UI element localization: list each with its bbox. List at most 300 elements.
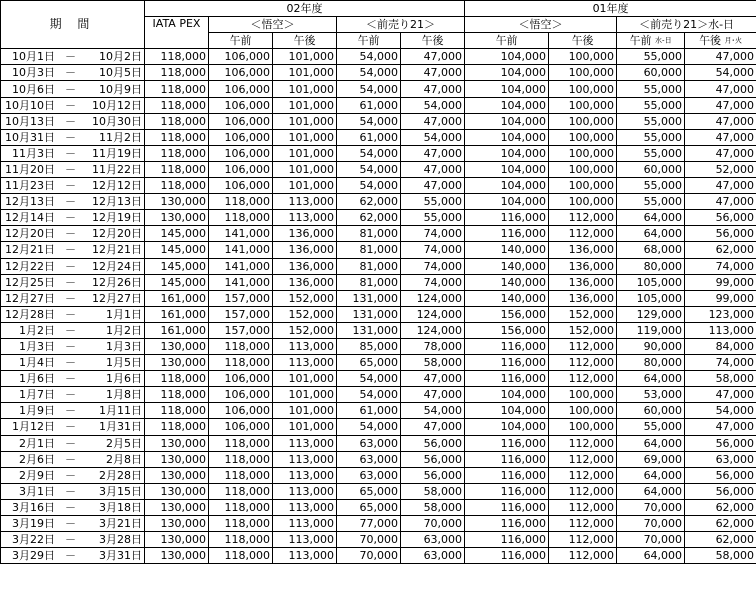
fare-cell: 60,000: [617, 161, 685, 177]
fare-cell: 100,000: [549, 65, 617, 81]
fare-cell: 100,000: [549, 97, 617, 113]
period-cell: [1, 371, 145, 387]
period-end: 3月21日: [99, 517, 142, 531]
period-end: 1月6日: [106, 372, 142, 386]
period-range: [1, 469, 144, 482]
fare-cell: 106,000: [209, 145, 273, 161]
period-end: 10月12日: [92, 98, 142, 112]
fare-cell: 106,000: [209, 81, 273, 97]
fare-cell: 106,000: [209, 403, 273, 419]
table-row: [1, 226, 756, 242]
period-dash: －: [65, 436, 76, 450]
fare-cell: 85,000: [337, 338, 401, 354]
period-start: 2月1日: [19, 436, 55, 450]
fare-cell: 47,000: [685, 194, 756, 210]
period-dash: －: [65, 211, 76, 225]
fare-cell: 56,000: [401, 467, 465, 483]
period-dash: －: [65, 195, 76, 209]
fare-cell: 65,000: [337, 499, 401, 515]
fare-cell: 113,000: [273, 516, 337, 532]
period-cell: [1, 258, 145, 274]
fare-cell: 56,000: [401, 451, 465, 467]
fare-cell: 47,000: [685, 97, 756, 113]
fare-cell: 116,000: [465, 451, 549, 467]
fare-cell: 58,000: [685, 371, 756, 387]
period-start: 2月6日: [19, 452, 55, 466]
fare-cell: 55,000: [617, 113, 685, 129]
period-start: 11月23日: [5, 179, 55, 193]
period-cell: [1, 355, 145, 371]
table-row: [1, 419, 756, 435]
fare-cell: 70,000: [617, 499, 685, 515]
period-dash: －: [65, 227, 76, 241]
period-range: [1, 372, 144, 385]
fare-cell: 130,000: [145, 532, 209, 548]
fare-cell: 118,000: [209, 338, 273, 354]
fare-cell: 118,000: [209, 499, 273, 515]
table-row: [1, 435, 756, 451]
fare-cell: 84,000: [685, 338, 756, 354]
fare-cell: 113,000: [273, 435, 337, 451]
period-dash: －: [65, 307, 76, 321]
year-01-header: 01年度: [465, 1, 756, 17]
fare-cell: 136,000: [549, 274, 617, 290]
fare-cell: 112,000: [549, 226, 617, 242]
table-row: [1, 516, 756, 532]
fare-cell: 136,000: [273, 258, 337, 274]
fare-cell: 47,000: [401, 145, 465, 161]
table-row: [1, 194, 756, 210]
period-end: 1月8日: [106, 388, 142, 402]
period-cell: [1, 290, 145, 306]
period-range: [1, 50, 144, 63]
fare-cell: 118,000: [145, 65, 209, 81]
fare-cell: 47,000: [401, 419, 465, 435]
fare-cell: 104,000: [465, 81, 549, 97]
period-range: [1, 324, 144, 337]
fare-cell: 63,000: [337, 451, 401, 467]
fare-cell: 123,000: [685, 306, 756, 322]
fare-cell: 54,000: [685, 65, 756, 81]
fare-cell: 106,000: [209, 49, 273, 65]
fare-cell: 101,000: [273, 129, 337, 145]
table-row: [1, 338, 756, 354]
period-start: 12月28日: [5, 307, 55, 321]
fare-cell: 81,000: [337, 226, 401, 242]
fare-cell: 104,000: [465, 49, 549, 65]
period-start: 3月1日: [19, 484, 55, 498]
fare-cell: 47,000: [401, 387, 465, 403]
period-dash: －: [65, 146, 76, 160]
fare-cell: 157,000: [209, 322, 273, 338]
period-start: 11月3日: [12, 146, 55, 160]
fare-cell: 70,000: [617, 532, 685, 548]
period-end: 12月27日: [92, 291, 142, 305]
fare-cell: 118,000: [145, 403, 209, 419]
fare-cell: 112,000: [549, 467, 617, 483]
fare-cell: 116,000: [465, 226, 549, 242]
period-start: 1月3日: [19, 340, 55, 354]
fare-cell: 118,000: [145, 161, 209, 177]
table-row: [1, 161, 756, 177]
fare-cell: 74,000: [401, 274, 465, 290]
period-start: 12月25日: [5, 275, 55, 289]
period-start: 12月20日: [5, 227, 55, 241]
period-end: 1月3日: [106, 340, 142, 354]
period-range: [1, 115, 144, 128]
fare-cell: 100,000: [549, 81, 617, 97]
fare-cell: 116,000: [465, 338, 549, 354]
fare-cell: 112,000: [549, 435, 617, 451]
fare-cell: 100,000: [549, 387, 617, 403]
table-row: [1, 403, 756, 419]
period-range: [1, 404, 144, 417]
pm-header: 午後: [401, 33, 465, 49]
fare-cell: 100,000: [549, 403, 617, 419]
fare-cell: 105,000: [617, 274, 685, 290]
fare-cell: 136,000: [549, 290, 617, 306]
fare-cell: 60,000: [617, 403, 685, 419]
fare-cell: 54,000: [337, 145, 401, 161]
fare-cell: 58,000: [401, 483, 465, 499]
period-header: 期 間: [1, 1, 145, 49]
table-row: [1, 499, 756, 515]
fare-cell: 100,000: [549, 161, 617, 177]
fare-cell: 118,000: [145, 387, 209, 403]
period-range: [1, 437, 144, 450]
table-row: [1, 97, 756, 113]
fare-cell: 101,000: [273, 387, 337, 403]
fare-cell: 118,000: [209, 483, 273, 499]
pm-label: 午後: [699, 33, 722, 47]
fare-cell: 112,000: [549, 451, 617, 467]
fare-cell: 54,000: [337, 178, 401, 194]
period-end: 11月2日: [99, 130, 142, 144]
fare-cell: 100,000: [549, 49, 617, 65]
period-range: [1, 276, 144, 289]
period-dash: －: [65, 98, 76, 112]
fare-cell: 141,000: [209, 242, 273, 258]
period-start: 1月7日: [19, 388, 55, 402]
fare-cell: 112,000: [549, 516, 617, 532]
fare-cell: 161,000: [145, 290, 209, 306]
pm-header: 午後: [549, 33, 617, 49]
fare-cell: 78,000: [401, 338, 465, 354]
fare-cell: 54,000: [337, 387, 401, 403]
period-cell: [1, 483, 145, 499]
table-row: [1, 65, 756, 81]
period-end: 2月28日: [99, 468, 142, 482]
period-cell: [1, 435, 145, 451]
fare-cell: 101,000: [273, 97, 337, 113]
fare-cell: 70,000: [401, 516, 465, 532]
fare-cell: 99,000: [685, 274, 756, 290]
fare-cell: 64,000: [617, 483, 685, 499]
fare-cell: 104,000: [465, 65, 549, 81]
fare-cell: 104,000: [465, 387, 549, 403]
pm-days-label: 月･火: [724, 36, 743, 45]
period-end: 2月5日: [106, 436, 142, 450]
fare-cell: 74,000: [401, 226, 465, 242]
period-cell: [1, 532, 145, 548]
fare-cell: 54,000: [401, 97, 465, 113]
table-row: [1, 371, 756, 387]
fare-cell: 112,000: [549, 548, 617, 564]
period-dash: －: [65, 82, 76, 96]
period-dash: －: [65, 388, 76, 402]
fare-cell: 112,000: [549, 355, 617, 371]
period-cell: [1, 548, 145, 564]
fare-cell: 58,000: [401, 499, 465, 515]
fare-cell: 113,000: [273, 467, 337, 483]
period-dash: －: [65, 130, 76, 144]
fare-cell: 53,000: [617, 387, 685, 403]
fare-cell: 118,000: [145, 113, 209, 129]
fare-cell: 55,000: [617, 178, 685, 194]
fare-cell: 56,000: [685, 226, 756, 242]
period-start: 3月29日: [12, 549, 55, 563]
period-end: 12月20日: [92, 227, 142, 241]
period-cell: [1, 226, 145, 242]
fare-cell: 55,000: [617, 145, 685, 161]
pm-weekday-header: [685, 33, 756, 49]
fare-cell: 80,000: [617, 355, 685, 371]
fare-cell: 140,000: [465, 290, 549, 306]
fare-cell: 116,000: [465, 435, 549, 451]
fare-cell: 62,000: [685, 242, 756, 258]
period-start: 1月2日: [19, 323, 55, 337]
fare-cell: 136,000: [273, 274, 337, 290]
fare-cell: 64,000: [617, 226, 685, 242]
fare-cell: 47,000: [401, 113, 465, 129]
fare-cell: 47,000: [685, 419, 756, 435]
fare-cell: 101,000: [273, 371, 337, 387]
period-dash: －: [65, 340, 76, 354]
period-range: [1, 292, 144, 305]
fare-cell: 113,000: [273, 532, 337, 548]
fare-cell: 58,000: [401, 355, 465, 371]
fare-cell: 70,000: [337, 548, 401, 564]
period-start: 10月10日: [5, 98, 55, 112]
period-dash: －: [65, 517, 76, 531]
fare-cell: 116,000: [465, 210, 549, 226]
fare-cell: 116,000: [465, 516, 549, 532]
table-row: [1, 322, 756, 338]
period-range: [1, 99, 144, 112]
table-row: [1, 178, 756, 194]
period-end: 1月11日: [99, 404, 142, 418]
am-header: 午前: [465, 33, 549, 49]
period-start: 12月22日: [5, 259, 55, 273]
fare-cell: 130,000: [145, 499, 209, 515]
fare-cell: 116,000: [465, 355, 549, 371]
fare-cell: 99,000: [685, 290, 756, 306]
fare-cell: 61,000: [337, 97, 401, 113]
fare-cell: 101,000: [273, 403, 337, 419]
fare-cell: 63,000: [401, 532, 465, 548]
fare-cell: 54,000: [337, 81, 401, 97]
period-range: [1, 485, 144, 498]
table-row: [1, 387, 756, 403]
fare-cell: 156,000: [465, 306, 549, 322]
period-cell: [1, 467, 145, 483]
period-start: 12月13日: [5, 195, 55, 209]
period-cell: [1, 194, 145, 210]
table-row: [1, 81, 756, 97]
period-dash: －: [65, 372, 76, 386]
fare-cell: 104,000: [465, 113, 549, 129]
fare-cell: 118,000: [209, 435, 273, 451]
table-row: [1, 210, 756, 226]
period-start: 12月21日: [5, 243, 55, 257]
period-range: [1, 179, 144, 192]
fare-cell: 118,000: [145, 419, 209, 435]
fare-cell: 64,000: [617, 548, 685, 564]
period-start: 10月13日: [5, 114, 55, 128]
fare-cell: 62,000: [337, 210, 401, 226]
fare-cell: 106,000: [209, 419, 273, 435]
fare-cell: 63,000: [337, 435, 401, 451]
fare-cell: 113,000: [273, 194, 337, 210]
period-end: 1月31日: [99, 420, 142, 434]
fare-cell: 47,000: [685, 81, 756, 97]
period-range: [1, 227, 144, 240]
period-end: 2月8日: [106, 452, 142, 466]
fare-cell: 54,000: [337, 113, 401, 129]
fare-cell: 70,000: [617, 516, 685, 532]
period-end: 3月18日: [99, 500, 142, 514]
period-dash: －: [65, 404, 76, 418]
fare-cell: 56,000: [685, 210, 756, 226]
goku-02-header: ＜悟空＞: [209, 17, 337, 33]
table-row: [1, 290, 756, 306]
table-row: [1, 145, 756, 161]
fare-cell: 136,000: [549, 258, 617, 274]
fare-cell: 101,000: [273, 113, 337, 129]
period-cell: [1, 274, 145, 290]
period-end: 12月13日: [92, 195, 142, 209]
fare-cell: 74,000: [685, 355, 756, 371]
fare-cell: 54,000: [337, 371, 401, 387]
fare-cell: 118,000: [145, 97, 209, 113]
fare-cell: 55,000: [401, 194, 465, 210]
period-end: 3月31日: [99, 549, 142, 563]
fare-cell: 52,000: [685, 161, 756, 177]
fare-cell: 54,000: [337, 161, 401, 177]
period-cell: [1, 210, 145, 226]
period-range: [1, 356, 144, 369]
fare-cell: 130,000: [145, 483, 209, 499]
period-end: 10月5日: [99, 66, 142, 80]
period-start: 1月6日: [19, 372, 55, 386]
fare-cell: 124,000: [401, 322, 465, 338]
period-end: 11月19日: [92, 146, 142, 160]
fare-cell: 54,000: [401, 129, 465, 145]
fare-cell: 124,000: [401, 290, 465, 306]
period-dash: －: [65, 452, 76, 466]
period-cell: [1, 97, 145, 113]
period-end: 12月12日: [92, 179, 142, 193]
fare-cell: 152,000: [273, 322, 337, 338]
fare-cell: 55,000: [617, 49, 685, 65]
fare-cell: 131,000: [337, 290, 401, 306]
fare-cell: 130,000: [145, 194, 209, 210]
fare-cell: 112,000: [549, 499, 617, 515]
fare-cell: 101,000: [273, 419, 337, 435]
am-header: 午前: [209, 33, 273, 49]
fare-cell: 47,000: [401, 161, 465, 177]
period-dash: －: [65, 66, 76, 80]
fare-cell: 130,000: [145, 451, 209, 467]
fare-cell: 100,000: [549, 178, 617, 194]
fare-cell: 118,000: [145, 371, 209, 387]
fare-cell: 101,000: [273, 65, 337, 81]
fare-cell: 136,000: [273, 242, 337, 258]
table-row: [1, 451, 756, 467]
period-cell: [1, 242, 145, 258]
period-range: [1, 517, 144, 530]
fare-cell: 119,000: [617, 322, 685, 338]
fare-cell: 118,000: [209, 210, 273, 226]
fare-cell: 104,000: [465, 403, 549, 419]
table-row: [1, 258, 756, 274]
fare-cell: 141,000: [209, 274, 273, 290]
fare-cell: 81,000: [337, 242, 401, 258]
fare-cell: 105,000: [617, 290, 685, 306]
period-dash: －: [65, 114, 76, 128]
table-row: [1, 483, 756, 499]
period-cell: [1, 387, 145, 403]
period-dash: －: [65, 291, 76, 305]
mae21-02-header: ＜前売り21＞: [337, 17, 465, 33]
goku-01-header: ＜悟空＞: [465, 17, 617, 33]
am-days-label: 水-日: [655, 36, 672, 45]
fare-cell: 136,000: [273, 226, 337, 242]
fare-cell: 100,000: [549, 113, 617, 129]
fare-cell: 157,000: [209, 306, 273, 322]
period-cell: [1, 322, 145, 338]
fare-cell: 100,000: [549, 129, 617, 145]
fare-cell: 130,000: [145, 355, 209, 371]
table-header: [1, 1, 756, 49]
fare-cell: 130,000: [145, 338, 209, 354]
fare-cell: 69,000: [617, 451, 685, 467]
period-start: 11月20日: [5, 162, 55, 176]
fare-cell: 106,000: [209, 178, 273, 194]
period-end: 1月5日: [106, 356, 142, 370]
fare-cell: 47,000: [401, 65, 465, 81]
period-cell: [1, 113, 145, 129]
fare-cell: 118,000: [145, 81, 209, 97]
period-cell: [1, 49, 145, 65]
fare-cell: 116,000: [465, 483, 549, 499]
period-cell: [1, 338, 145, 354]
fare-cell: 152,000: [549, 322, 617, 338]
mae21-01-header: ＜前売り21＞水-日: [617, 17, 756, 33]
fare-cell: 141,000: [209, 226, 273, 242]
fare-cell: 55,000: [617, 81, 685, 97]
period-range: [1, 147, 144, 160]
period-start: 3月16日: [12, 500, 55, 514]
period-start: 2月9日: [19, 468, 55, 482]
fare-cell: 62,000: [337, 194, 401, 210]
fare-cell: 145,000: [145, 258, 209, 274]
fare-cell: 130,000: [145, 210, 209, 226]
period-start: 10月3日: [12, 66, 55, 80]
fare-cell: 58,000: [685, 548, 756, 564]
fare-cell: 104,000: [465, 97, 549, 113]
fare-cell: 54,000: [337, 65, 401, 81]
